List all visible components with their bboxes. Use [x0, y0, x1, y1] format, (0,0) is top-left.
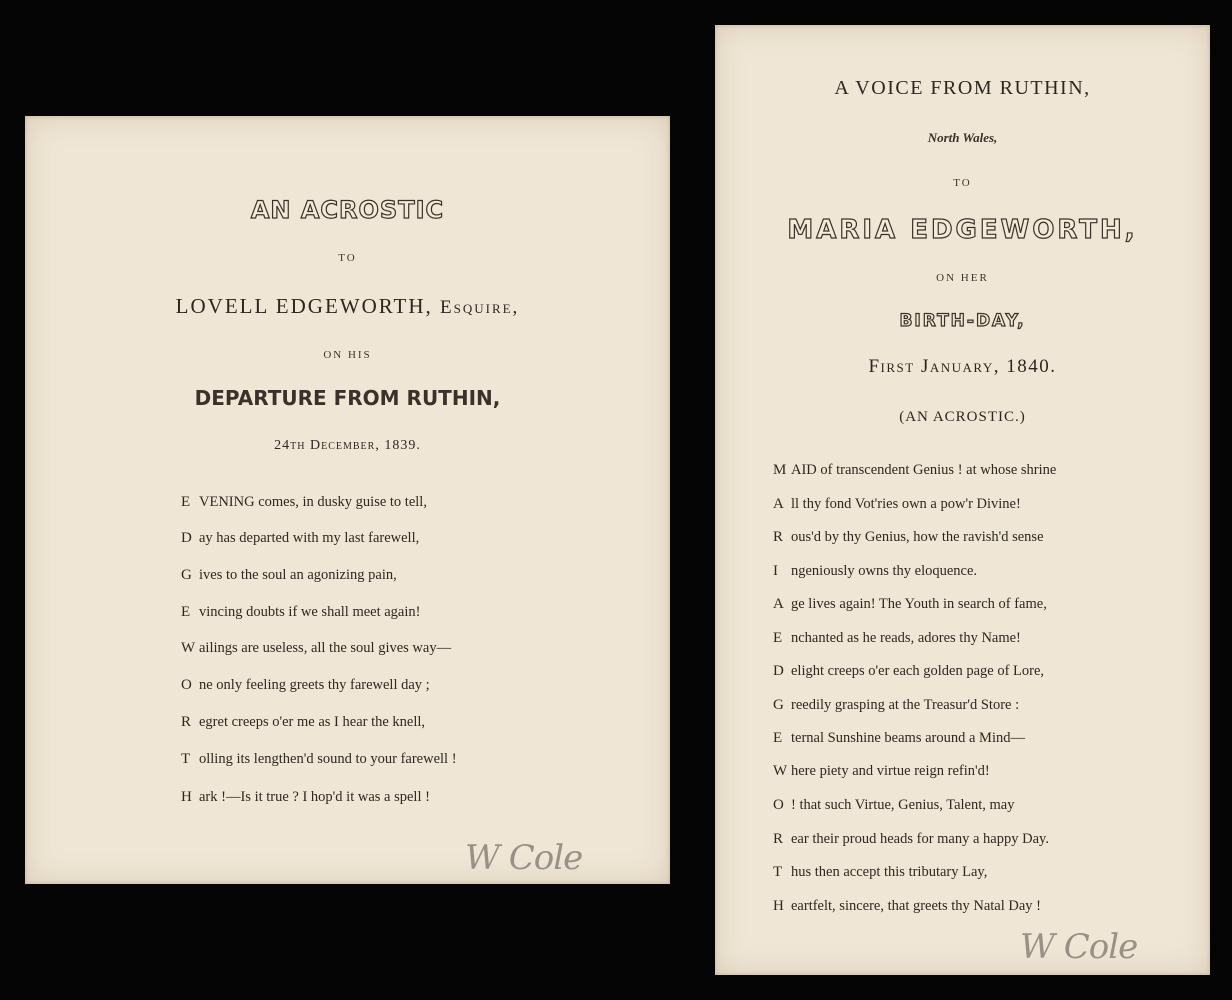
verse-initial: D — [773, 663, 784, 679]
verse-line — [181, 567, 397, 584]
verse-text: nchanted as he reads, adores thy Name! — [791, 630, 1021, 646]
verse-text: here piety and virtue reign refin'd! — [791, 763, 990, 779]
verse-line — [181, 789, 430, 806]
verse-text: ! that such Virtue, Genius, Talent, may — [791, 797, 1015, 813]
verse-initial: E — [181, 494, 191, 510]
verse-line — [773, 663, 1044, 680]
right-broadside-sheet — [715, 25, 1210, 975]
verse-line — [773, 831, 1049, 848]
verse-line — [773, 462, 1056, 479]
verse-initial: G — [181, 567, 192, 583]
verse-line — [773, 563, 977, 580]
verse-initial: H — [773, 898, 784, 914]
verse-text: ailings are useless, all the soul gives way— — [199, 640, 452, 656]
verse-line — [773, 697, 1019, 714]
left-to: TO — [338, 252, 357, 264]
verse-initial: A — [773, 596, 784, 612]
verse-line — [773, 529, 1044, 546]
verse-initial: E — [773, 630, 783, 646]
verse-line — [773, 630, 1021, 647]
verse-line — [181, 677, 430, 694]
verse-text: elight creeps o'er each golden page of Lore, — [791, 663, 1045, 679]
verse-text: eartfelt, sincere, that greets thy Natal Day ! — [791, 898, 1042, 914]
verse-text: ous'd by thy Genius, how the ravish'd sense — [791, 529, 1044, 545]
right-date: First January, 1840. — [868, 356, 1057, 377]
right-to: TO — [953, 177, 972, 189]
verse-text: ternal Sunshine beams around a Mind— — [791, 730, 1025, 746]
verse-line — [181, 494, 427, 511]
verse-initial: W — [773, 763, 788, 779]
right-subheading: North Wales, — [927, 130, 998, 145]
verse-line — [773, 898, 1041, 915]
verse-text: ll thy fond Vot'ries own a pow'r Divine! — [791, 496, 1021, 512]
right-heading: A VOICE FROM RUTHIN, — [834, 77, 1091, 99]
verse-text: egret creeps o'er me as I hear the knell, — [199, 714, 426, 730]
right-note: (AN ACROSTIC.) — [899, 409, 1026, 425]
verse-text: ay has departed with my last farewell, — [199, 530, 420, 546]
verse-initial: M — [773, 462, 787, 478]
verse-line — [181, 714, 425, 731]
right-on-her: ON HER — [936, 272, 989, 284]
verse-line — [181, 751, 457, 768]
verse-initial: I — [773, 563, 778, 579]
verse-text: ne only feeling greets thy farewell day ; — [199, 677, 430, 693]
verse-line — [773, 797, 1015, 814]
verse-line — [773, 596, 1047, 613]
verse-text: ear their proud heads for many a happy Day. — [791, 831, 1049, 847]
left-broadside-sheet — [25, 116, 670, 884]
verse-line — [181, 604, 420, 621]
right-recipient: MARIA EDGEWORTH, — [787, 215, 1138, 245]
verse-initial: D — [181, 530, 192, 546]
verse-text: vincing doubts if we shall meet again! — [199, 604, 421, 620]
verse-initial: R — [773, 831, 784, 847]
left-on-his: ON HIS — [323, 349, 372, 361]
verse-initial: R — [181, 714, 192, 730]
verse-text: ark !—Is it true ? I hop'd it was a spell ! — [199, 789, 430, 805]
left-title: AN ACROSTIC — [250, 196, 445, 224]
left-signature: W Cole — [465, 838, 583, 878]
left-recipient-name: LOVELL EDGEWORTH, — [175, 294, 433, 318]
left-recipient-suffix: Esquire, — [440, 297, 520, 318]
verse-initial: E — [773, 730, 783, 746]
verse-text: reedily grasping at the Treasur'd Store : — [791, 697, 1020, 713]
verse-initial: E — [181, 604, 191, 620]
verse-text: hus then accept this tributary Lay, — [791, 864, 988, 880]
verse-line — [181, 530, 419, 547]
verse-text: VENING comes, in dusky guise to tell, — [199, 494, 427, 510]
verse-initial: O — [773, 797, 784, 813]
right-signature: W Cole — [1020, 927, 1138, 967]
verse-line — [181, 640, 451, 657]
verse-text: ge lives again! The Youth in search of fame, — [791, 596, 1047, 612]
verse-initial: G — [773, 697, 784, 713]
verse-line — [773, 730, 1025, 747]
right-occasion: BIRTH-DAY, — [899, 311, 1026, 331]
left-date: 24th December, 1839. — [274, 438, 421, 453]
verse-initial: A — [773, 496, 784, 512]
left-recipient — [25, 294, 670, 319]
verse-initial: O — [181, 677, 192, 693]
verse-line — [773, 496, 1021, 513]
verse-initial: T — [181, 751, 191, 767]
verse-text: AID of transcendent Genius ! at whose shrine — [791, 462, 1057, 478]
verse-initial: R — [773, 529, 784, 545]
verse-initial: T — [773, 864, 783, 880]
verse-text: ngeniously owns thy eloquence. — [791, 563, 978, 579]
verse-initial: W — [181, 640, 196, 656]
verse-text: ives to the soul an agonizing pain, — [199, 567, 397, 583]
left-occasion: DEPARTURE FROM RUTHIN, — [194, 386, 501, 410]
verse-text: olling its lengthen'd sound to your farewell ! — [199, 751, 457, 767]
verse-line — [773, 864, 987, 881]
verse-initial: H — [181, 789, 192, 805]
verse-line — [773, 763, 990, 780]
